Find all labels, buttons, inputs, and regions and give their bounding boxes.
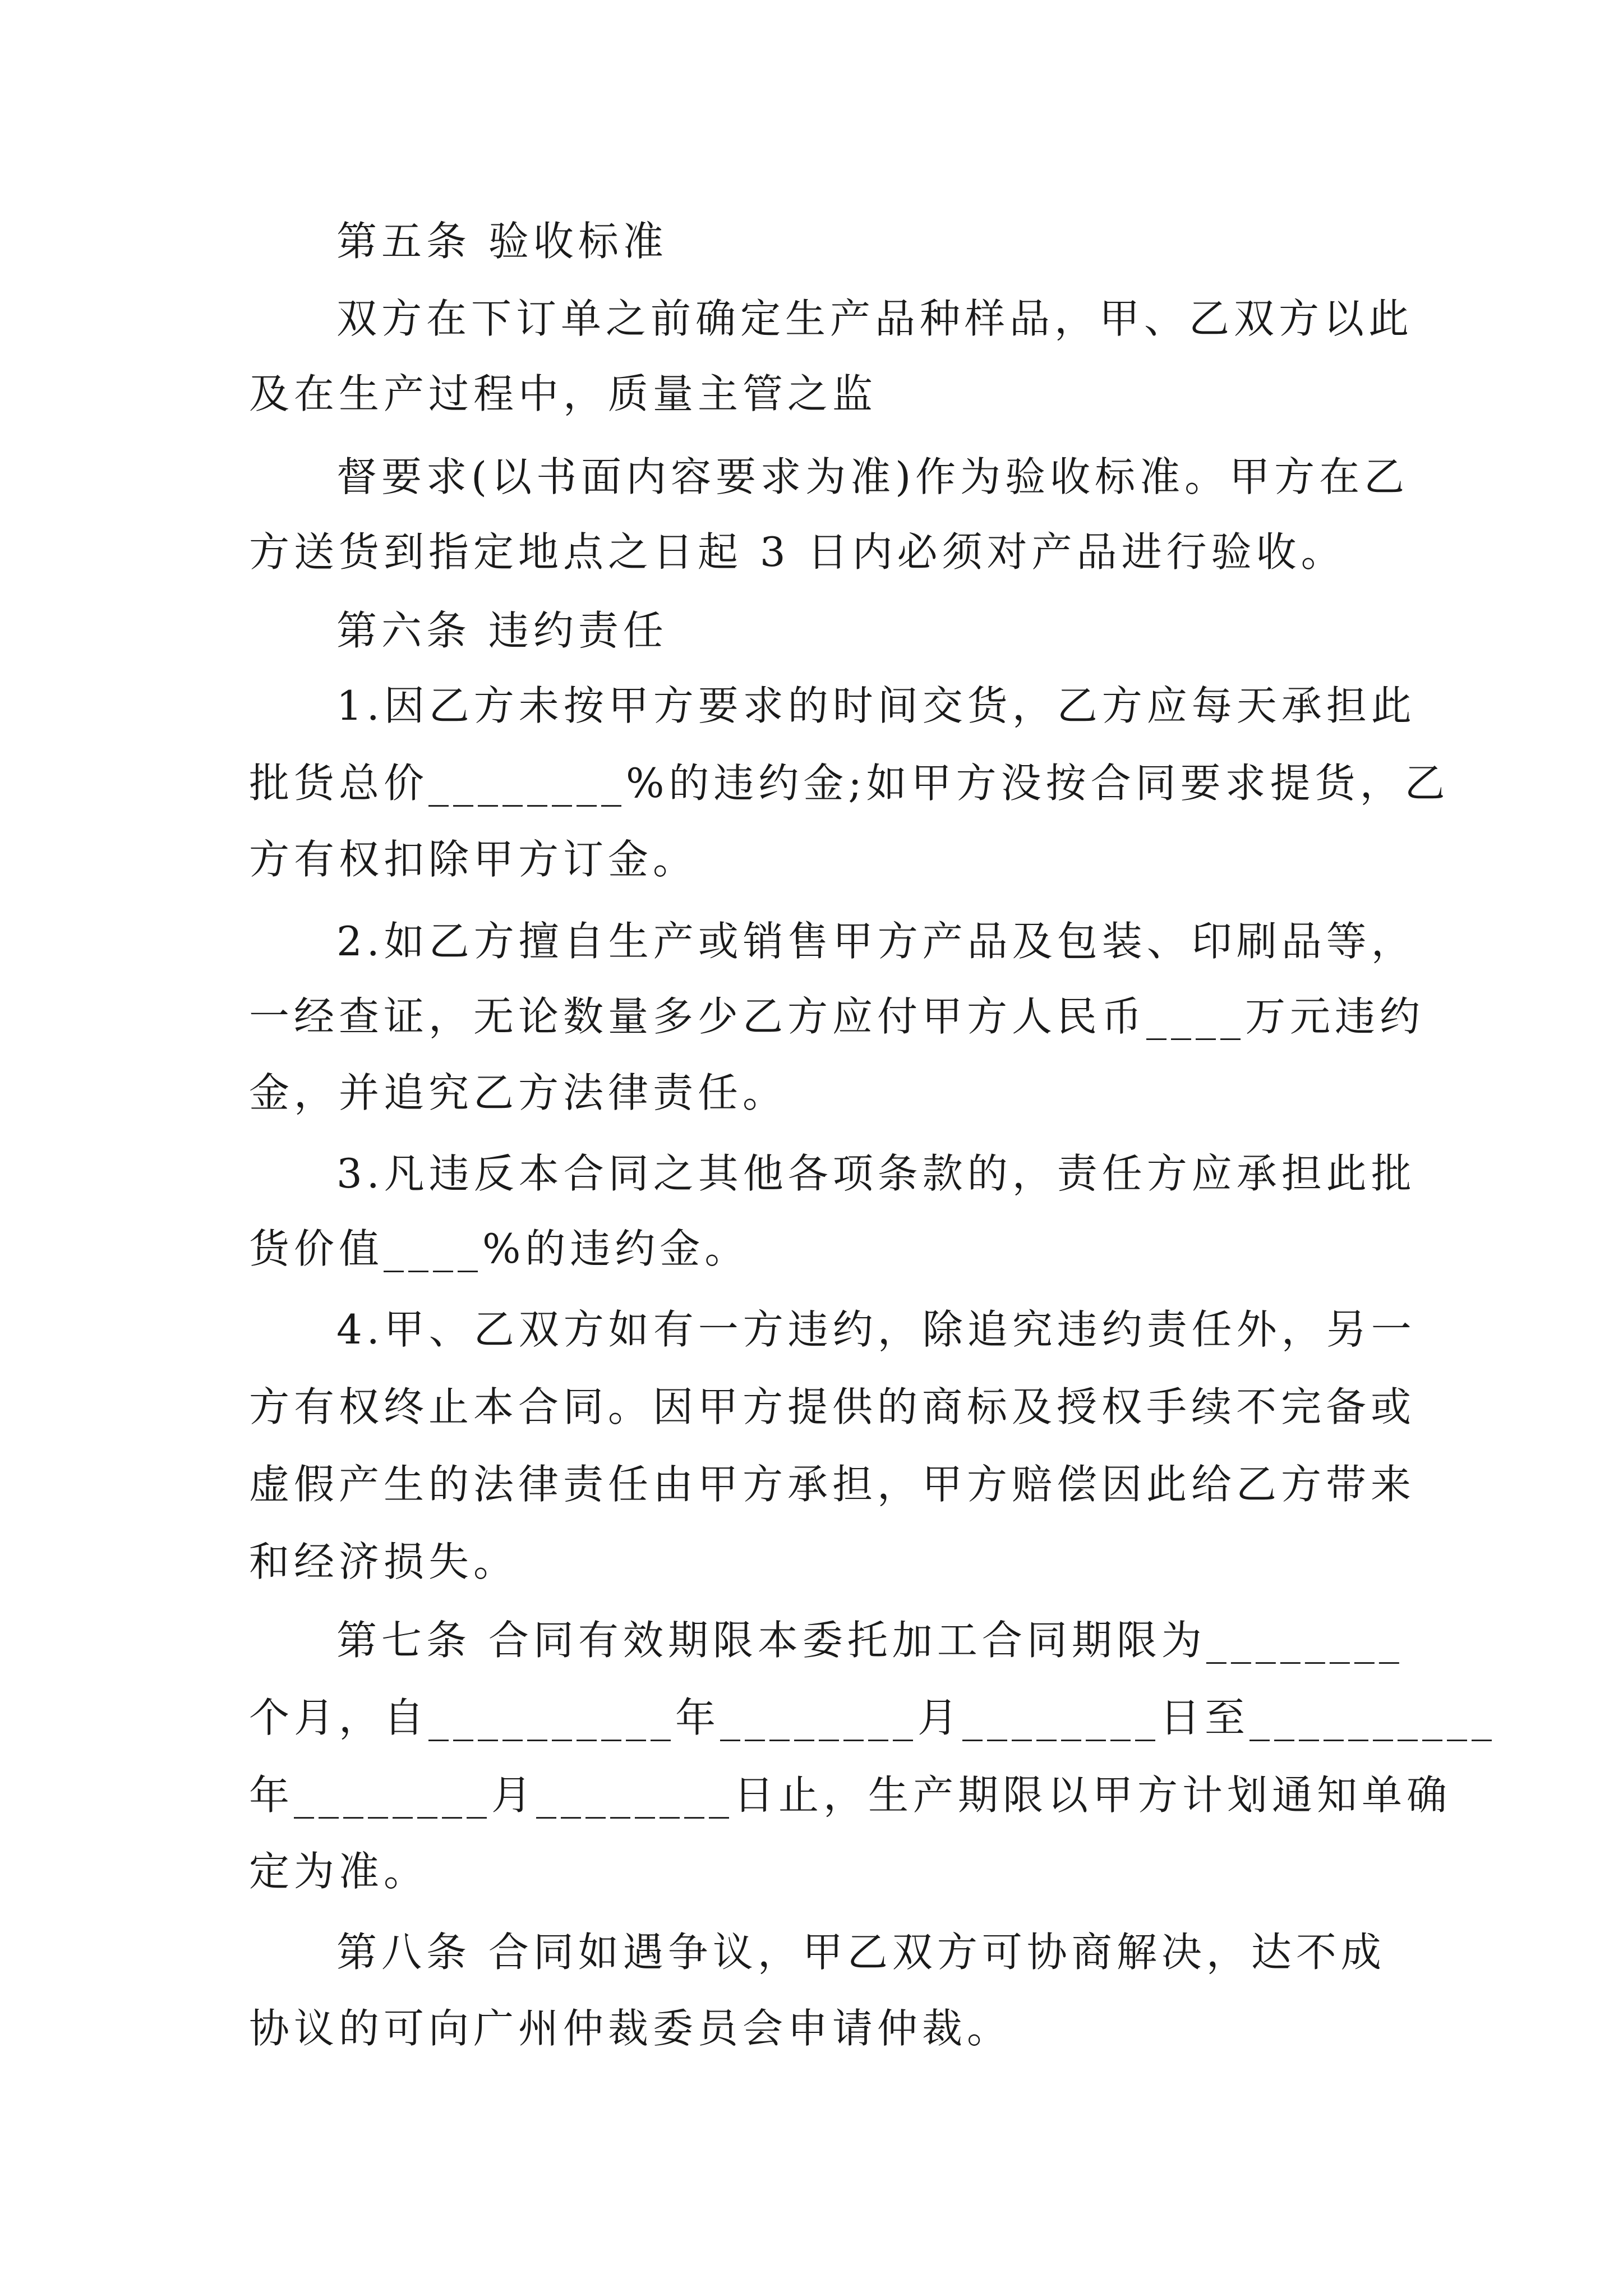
- paragraph-line: 方有权终止本合同。因甲方提供的商标及授权手续不完备或: [249, 1383, 1416, 1430]
- paragraph-line: 和经济损失。: [249, 1538, 519, 1585]
- paragraph-line: 货价值____%的违约金。: [249, 1225, 750, 1272]
- paragraph-line: 方有权扣除甲方订金。: [249, 836, 698, 883]
- paragraph-line: 及在生产过程中，质量主管之监: [249, 370, 878, 417]
- section-heading-article-6: 第六条 违约责任: [336, 607, 668, 654]
- paragraph-line: 3.凡违反本合同之其他各项条款的，责任方应承担此批: [336, 1150, 1416, 1197]
- paragraph-line: 方送货到指定地点之日起 3 日内必须对产品进行验收。: [249, 528, 1346, 576]
- paragraph-line: 4.甲、乙双方如有一方违约，除追究违约责任外，另一: [336, 1306, 1416, 1353]
- paragraph-line: 协议的可向广州仲裁委员会申请仲裁。: [249, 2005, 1012, 2052]
- paragraph-line: 虚假产生的法律责任由甲方承担，甲方赔偿因此给乙方带来: [249, 1461, 1416, 1508]
- section-heading-article-7: 第七条 合同有效期限本委托加工合同期限为________: [336, 1617, 1404, 1664]
- paragraph-line: 督要求(以书面内容要求为准)作为验收标准。甲方在乙: [336, 453, 1409, 500]
- paragraph-line: 个月，自__________年________月________日至__________: [249, 1694, 1497, 1741]
- paragraph-line: 1.因乙方未按甲方要求的时间交货，乙方应每天承担此: [336, 682, 1416, 729]
- paragraph-line: 年________月________日止，生产期限以甲方计划通知单确: [249, 1772, 1452, 1819]
- paragraph-line: 一经查证，无论数量多少乙方应付甲方人民币____万元违约: [249, 993, 1425, 1040]
- paragraph-line: 2.如乙方擅自生产或销售甲方产品及包装、印刷品等，: [336, 918, 1416, 965]
- section-heading-article-8: 第八条 合同如遇争议，甲乙双方可协商解决，达不成: [336, 1929, 1386, 1976]
- paragraph-line: 批货总价________%的违约金;如甲方没按合同要求提货，乙: [249, 760, 1450, 807]
- paragraph-line: 金，并追究乙方法律责任。: [249, 1069, 788, 1116]
- section-heading-article-5: 第五条 验收标准: [336, 218, 668, 265]
- paragraph-line: 定为准。: [249, 1848, 429, 1895]
- paragraph-line: 双方在下订单之前确定生产品种样品，甲、乙双方以此: [336, 295, 1414, 342]
